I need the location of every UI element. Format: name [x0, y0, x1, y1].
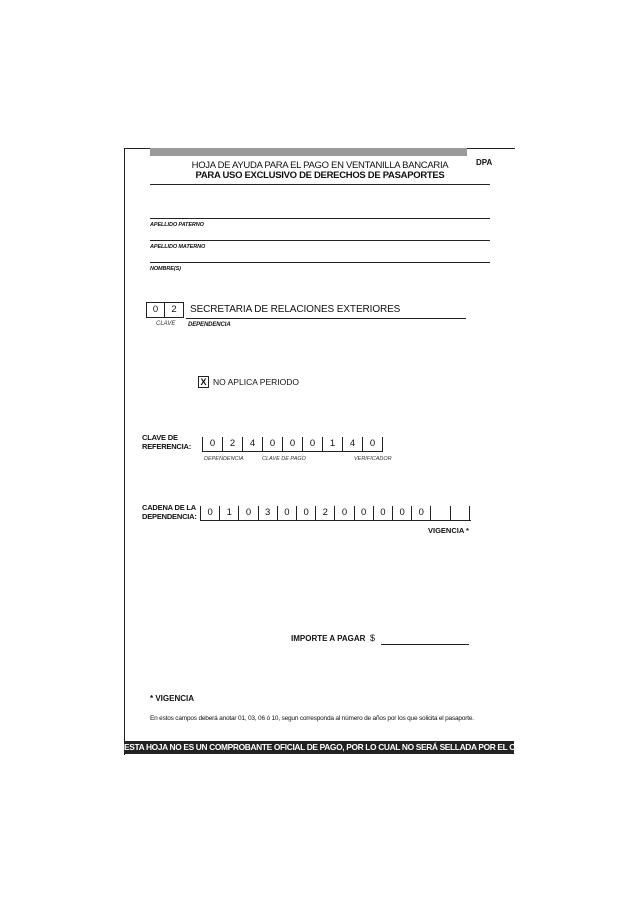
- referencia-digit: 0: [209, 438, 216, 449]
- form-code: DPA: [476, 158, 493, 167]
- referencia-digit: 0: [269, 438, 276, 449]
- cadena-digit: 0: [303, 507, 309, 518]
- referencia-digit: 4: [349, 438, 356, 449]
- cadena-digit: 0: [245, 507, 252, 518]
- cadena-digit: 0: [399, 507, 405, 518]
- sub-verificador-label: VERIFICADOR: [354, 456, 392, 462]
- cadena-cell: [297, 506, 316, 520]
- header-underline: [150, 184, 490, 185]
- nombres-label: NOMBRE(S): [150, 266, 181, 272]
- cadena-digit: 1: [226, 507, 232, 518]
- cadena-cell: [355, 506, 374, 520]
- form-title: HOJA DE AYUDA PARA EL PAGO EN VENTANILLA BANCARIA: [191, 160, 449, 171]
- clave-digit: 2: [171, 304, 177, 315]
- referencia-digit: 0: [309, 438, 316, 449]
- cadena-cell: [239, 506, 258, 520]
- cadena-cell: [374, 506, 393, 520]
- referencia-cell: [343, 437, 363, 451]
- cadena-cell: [431, 506, 450, 520]
- footer-warning: ESTA HOJA NO ES UN COMPROBANTE OFICIAL DE PAGO, POR LO CUAL NO SERÁ SELLADA POR EL CAJERO: [124, 742, 543, 752]
- referencia-cell: [243, 437, 263, 451]
- vigencia-label: VIGENCIA *: [428, 526, 469, 535]
- cadena-field[interactable]: [200, 506, 471, 521]
- apellido-paterno-line[interactable]: [150, 218, 490, 219]
- referencia-digit: 2: [229, 438, 236, 449]
- header-bar: [150, 148, 467, 156]
- cadena-digit: 0: [207, 507, 213, 518]
- sub-dependencia-label: DEPENDENCIA: [204, 456, 244, 462]
- referencia-cell: [203, 437, 223, 451]
- referencia-cell: [363, 437, 383, 451]
- cadena-cell: [201, 506, 220, 520]
- referencia-cell: [303, 437, 323, 451]
- cadena-label-line2: DEPENDENCIA:: [142, 511, 197, 521]
- cadena-digit: 2: [322, 507, 328, 518]
- referencia-cell: [263, 437, 283, 451]
- cadena-cell: [278, 506, 297, 520]
- cadena-label-line1: CADENA DE LA: [142, 503, 196, 512]
- clave-box: [146, 302, 184, 318]
- cadena-cell: [259, 506, 278, 520]
- no-aplica-periodo-checkbox[interactable]: X: [198, 376, 209, 388]
- cadena-cell: [220, 506, 239, 520]
- no-aplica-periodo-label: NO APLICA PERIODO: [213, 377, 299, 387]
- importe-input-line[interactable]: [381, 644, 469, 645]
- cadena-cell: [412, 506, 431, 520]
- clave-referencia-label: [142, 434, 191, 451]
- nota-text: En estos campos deberá anotar 01, 03, 06 ó 10, segun corresponda al número de años por los que solicita el pasaporte.: [150, 715, 474, 722]
- referencia-digit: 0: [289, 438, 296, 449]
- referencia-digit: 0: [369, 438, 376, 449]
- nombres-line[interactable]: [150, 262, 490, 263]
- cadena-cell: [316, 506, 335, 520]
- sub-clave-pago-label: CLAVE DE PAGO: [262, 456, 306, 462]
- clave-cell: [165, 303, 183, 317]
- dependencia-name: SECRETARIA DE RELACIONES EXTERIORES: [190, 304, 401, 315]
- nota-title: * VIGENCIA: [150, 694, 195, 703]
- apellido-materno-label: APELLIDO MATERNO: [150, 244, 206, 250]
- clave-referencia-field[interactable]: [202, 437, 383, 452]
- clave-digit: 0: [152, 304, 159, 315]
- cadena-digit: 0: [418, 507, 424, 518]
- clave-cell: [147, 303, 165, 317]
- form-subtitle: PARA USO EXCLUSIVO DE DERECHOS DE PASAPORTES: [195, 170, 445, 181]
- cadena-label: [142, 504, 197, 521]
- clave-referencia-label-line1: CLAVE DE: [142, 433, 178, 442]
- referencia-digit: 4: [249, 438, 256, 449]
- referencia-cell: [323, 437, 343, 451]
- cadena-digit: 3: [265, 507, 271, 518]
- referencia-cell: [223, 437, 243, 451]
- cadena-cell: [393, 506, 412, 520]
- clave-label: CLAVE: [156, 321, 176, 327]
- clave-referencia-label-line2: REFERENCIA:: [142, 441, 192, 451]
- importe-currency: $: [370, 633, 376, 643]
- cadena-cell: [451, 506, 470, 520]
- dependencia-underline: [186, 318, 466, 319]
- apellido-materno-line[interactable]: [150, 240, 490, 241]
- referencia-cell: [283, 437, 303, 451]
- cadena-digit: 0: [341, 507, 348, 518]
- referencia-digit: 1: [329, 438, 336, 449]
- cadena-digit: 0: [380, 507, 386, 518]
- apellido-paterno-label: APELLIDO PATERNO: [150, 222, 204, 228]
- dependencia-label: DEPENDENCIA: [188, 322, 231, 328]
- importe-label: IMPORTE A PAGAR: [291, 634, 366, 643]
- cadena-digit: 0: [361, 507, 367, 518]
- cadena-cell: [335, 506, 354, 520]
- cadena-digit: 0: [284, 507, 290, 518]
